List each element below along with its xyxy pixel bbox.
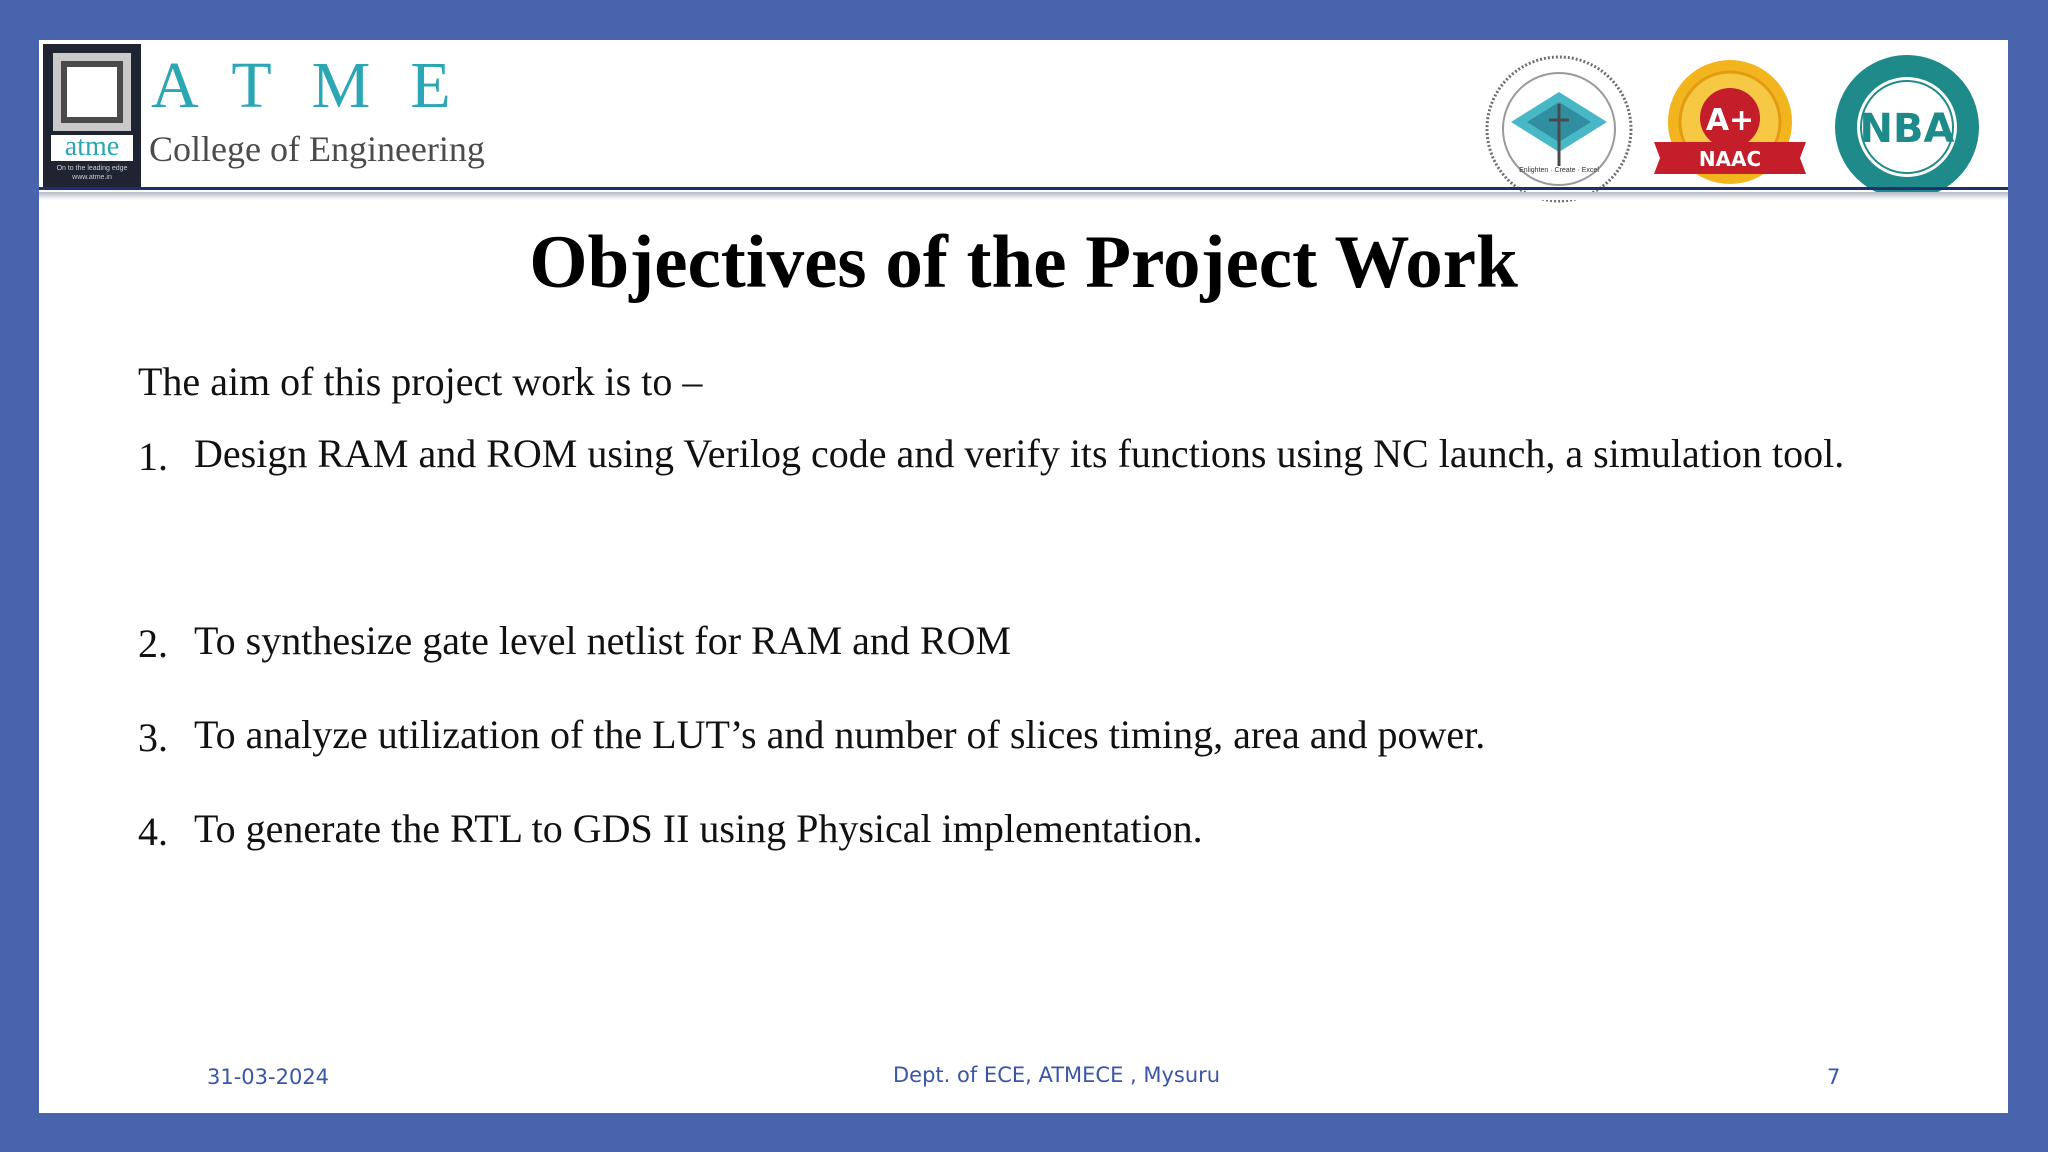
objective-number: 1.	[138, 434, 168, 479]
slide-header	[39, 40, 2008, 200]
brand-college-name: College of Engineering	[149, 129, 485, 169]
naac-grade: A+	[1705, 103, 1755, 138]
footer-department: Dept. of ECE, ATMECE , Mysuru	[893, 1063, 1221, 1087]
intro-text: The aim of this project work is to –	[138, 359, 703, 404]
header-divider	[39, 187, 2008, 190]
logo-wordmark: atme	[51, 135, 133, 161]
department-seal-icon	[1479, 54, 1639, 204]
slide	[39, 40, 2008, 1113]
naac-ribbon-label: NAAC	[1698, 147, 1762, 171]
naac-badge-icon	[1650, 54, 1810, 204]
objective-text: To synthesize gate level netlist for RAM and ROM	[194, 618, 1012, 663]
header-shadow	[39, 192, 2008, 200]
objective-text: Design RAM and ROM using Verilog code and verify its functions using NC launch, a simulation tool.	[194, 431, 1845, 476]
slide-number: 7	[1827, 1065, 1841, 1089]
objective-text: To analyze utilization of the LUT’s and number of slices timing, area and power.	[194, 712, 1486, 757]
logo-tagline: On to the leading edge www.atme.in	[56, 165, 128, 181]
nba-mark: NBA	[1859, 106, 1955, 152]
svg-text:Enlighten · Create · Excel: Enlighten · Create · Excel	[1519, 167, 1599, 174]
nba-badge-icon	[1827, 54, 1987, 204]
slide-title: Objectives of the Project Work	[529, 221, 1518, 304]
objective-number: 4.	[138, 809, 168, 854]
logo-square-icon	[53, 53, 131, 131]
objective-number: 2.	[138, 621, 168, 666]
atme-logo	[43, 44, 141, 188]
objective-number: 3.	[138, 715, 168, 760]
brand-letters: ATME	[151, 49, 491, 122]
footer-date: 31-03-2024	[207, 1065, 330, 1089]
objective-text: To generate the RTL to GDS II using Physical implementation.	[194, 806, 1203, 851]
